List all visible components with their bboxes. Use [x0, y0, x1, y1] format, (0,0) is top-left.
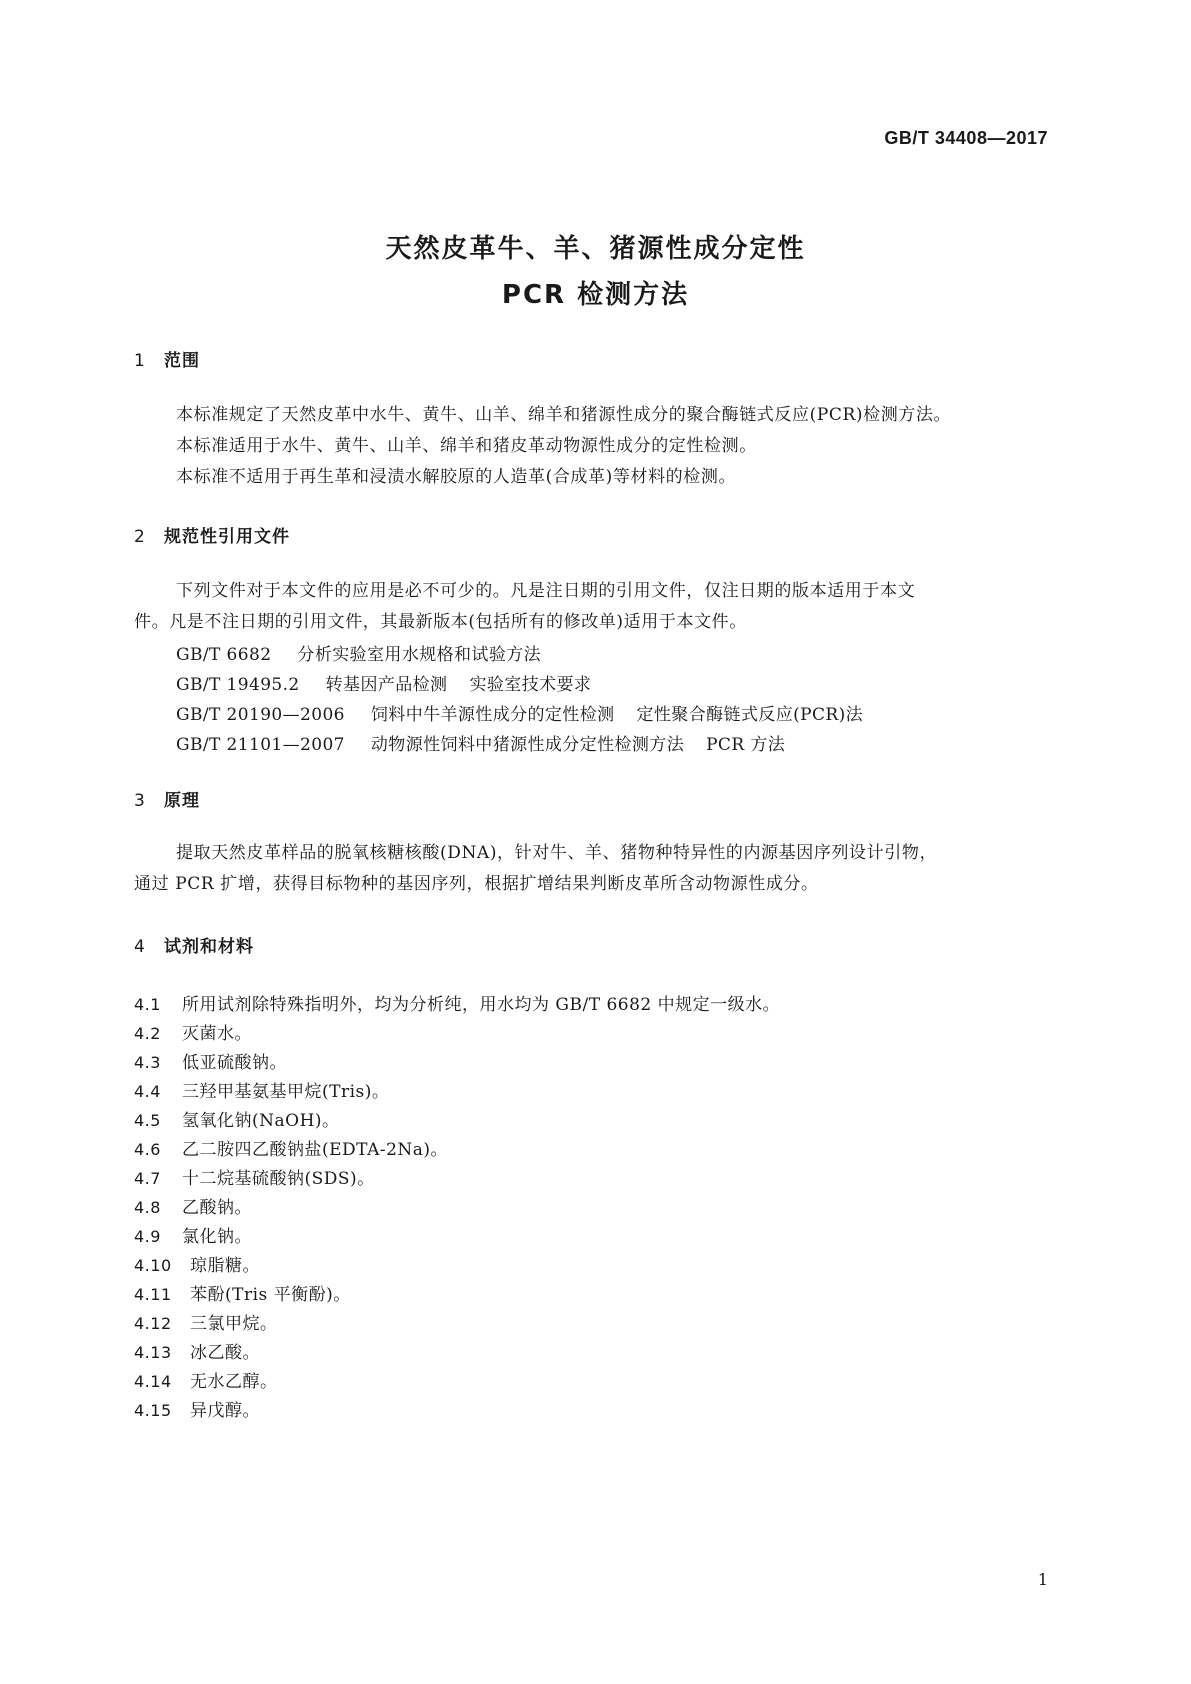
scope-paragraph: 本标准规定了天然皮革中水牛、黄牛、山羊、绵羊和猪源性成分的聚合酶链式反应(PCR)检测方法。 [176, 405, 952, 425]
reference-title: 动物源性饲料中猪源性成分定性检测方法 [370, 735, 685, 755]
item-text: 冰乙酸。 [190, 1343, 260, 1363]
item-number: 4.13 [134, 1343, 172, 1362]
reference-item [176, 640, 541, 665]
item-number: 4.8 [134, 1198, 161, 1217]
item-number: 4.6 [134, 1140, 161, 1159]
section-title: 原理 [164, 791, 200, 811]
reagent-item [134, 1048, 287, 1073]
reagent-item [134, 1019, 252, 1044]
reference-item [176, 730, 785, 755]
reagent-item [134, 1338, 260, 1363]
item-number: 4.10 [134, 1256, 172, 1275]
reagent-item [134, 1251, 260, 1276]
reference-title: 饲料中牛羊源性成分的定性检测 [370, 705, 615, 725]
reagent-item [134, 1367, 278, 1392]
principle-line: 通过 PCR 扩增，获得目标物种的基因序列，根据扩增结果判断皮革所含动物源性成分。 [134, 874, 819, 894]
item-text: 乙酸钠。 [182, 1198, 252, 1218]
section-heading-scope [134, 346, 200, 371]
reagent-item [134, 1280, 351, 1305]
item-text: 苯酚(Tris 平衡酚)。 [190, 1285, 351, 1305]
reference-item [176, 670, 591, 695]
reference-subtitle: 实验室技术要求 [469, 675, 592, 695]
item-number: 4.7 [134, 1169, 161, 1188]
reference-subtitle: PCR 方法 [706, 735, 786, 755]
reference-code: GB/T 20190—2006 [176, 705, 345, 725]
item-number: 4.11 [134, 1285, 172, 1304]
item-number: 4.2 [134, 1024, 161, 1043]
document-title-line2: PCR 检测方法 [501, 280, 690, 310]
item-number: 4.12 [134, 1314, 172, 1333]
item-text: 低亚硫酸钠。 [182, 1053, 287, 1073]
section-heading-principle [134, 786, 200, 811]
item-text: 氢氧化钠(NaOH)。 [182, 1111, 340, 1131]
section-heading-normative-references [134, 522, 290, 547]
item-number: 4.1 [134, 995, 161, 1014]
scope-paragraphs [134, 400, 1058, 493]
item-number: 4.15 [134, 1401, 172, 1420]
item-text: 无水乙醇。 [190, 1372, 278, 1392]
item-text: 乙二胺四乙酸钠盐(EDTA-2Na)。 [182, 1140, 449, 1160]
item-number: 4.5 [134, 1111, 161, 1130]
section-number: 2 [134, 527, 146, 547]
item-text: 氯化钠。 [182, 1227, 252, 1247]
section-number: 3 [134, 791, 146, 811]
item-text: 琼脂糖。 [190, 1256, 260, 1276]
item-text: 灭菌水。 [182, 1024, 252, 1044]
item-text: 三羟甲基氨基甲烷(Tris)。 [182, 1082, 390, 1102]
section-heading-reagents [134, 932, 254, 957]
references-intro-line: 下列文件对于本文件的应用是必不可少的。凡是注日期的引用文件，仅注日期的版本适用于本文 [176, 581, 916, 601]
section-title: 试剂和材料 [164, 937, 254, 957]
reference-title: 转基因产品检测 [325, 675, 448, 695]
section-number: 1 [134, 351, 146, 371]
reagent-item [134, 1164, 375, 1189]
principle-line: 提取天然皮革样品的脱氧核糖核酸(DNA)，针对牛、羊、猪物种特异性的内源基因序列设计引物， [176, 843, 938, 863]
reagent-item [134, 1222, 252, 1247]
item-text: 所用试剂除特殊指明外，均为分析纯，用水均为 GB/T 6682 中规定一级水。 [182, 995, 781, 1015]
page-number: 1 [1037, 1570, 1048, 1589]
section-title: 规范性引用文件 [164, 527, 290, 547]
item-number: 4.9 [134, 1227, 161, 1246]
reference-code: GB/T 6682 [176, 645, 272, 665]
scope-paragraph: 本标准不适用于再生革和浸渍水解胶原的人造革(合成革)等材料的检测。 [176, 467, 737, 487]
scope-paragraph: 本标准适用于水牛、黄牛、山羊、绵羊和猪皮革动物源性成分的定性检测。 [176, 436, 757, 456]
item-text: 十二烷基硫酸钠(SDS)。 [182, 1169, 375, 1189]
item-number: 4.14 [134, 1372, 172, 1391]
item-text: 三氯甲烷。 [190, 1314, 278, 1334]
reagent-item [134, 1309, 278, 1334]
reference-subtitle: 定性聚合酶链式反应(PCR)法 [636, 705, 864, 725]
document-title-line1: 天然皮革牛、羊、猪源性成分定性 [385, 234, 806, 264]
reagent-item [134, 1396, 260, 1421]
reference-title: 分析实验室用水规格和试验方法 [297, 645, 542, 665]
principle-paragraph [134, 838, 1058, 900]
reagent-item [134, 990, 780, 1015]
reference-item [176, 700, 863, 725]
reagent-item [134, 1135, 448, 1160]
item-text: 异戊醇。 [190, 1401, 260, 1421]
section-title: 范围 [164, 351, 200, 371]
references-intro-line: 件。凡是不注日期的引用文件，其最新版本(包括所有的修改单)适用于本文件。 [134, 612, 747, 632]
reagent-item [134, 1106, 340, 1131]
references-intro [134, 576, 1058, 638]
section-number: 4 [134, 937, 146, 957]
reagent-item [134, 1077, 389, 1102]
standard-number: GB/T 34408—2017 [884, 128, 1048, 148]
reference-code: GB/T 21101—2007 [176, 735, 345, 755]
item-number: 4.4 [134, 1082, 161, 1101]
reagent-item [134, 1193, 252, 1218]
item-number: 4.3 [134, 1053, 161, 1072]
reference-code: GB/T 19495.2 [176, 675, 300, 695]
